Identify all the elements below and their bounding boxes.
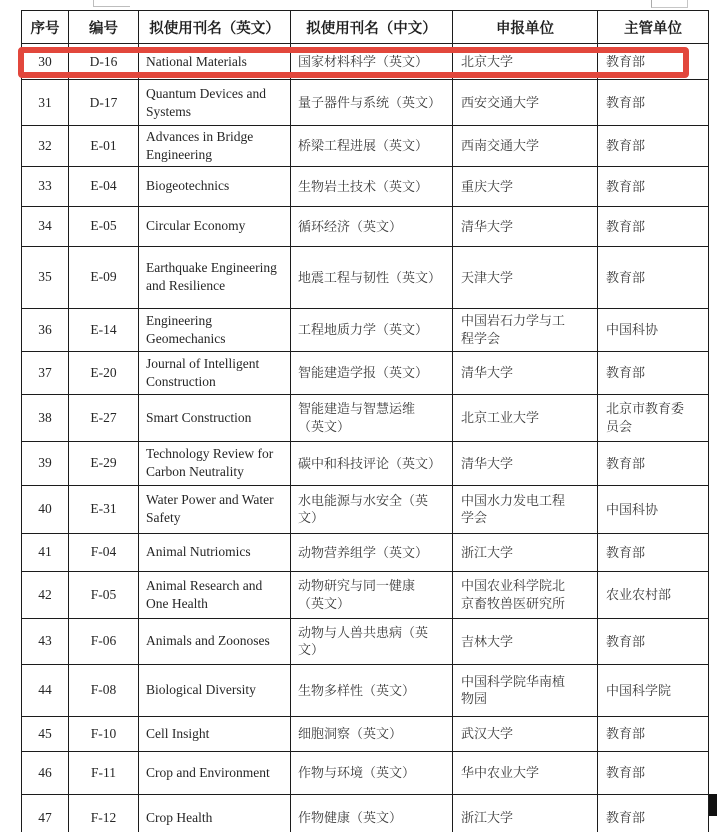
cell-title-en: Journal of Intelligent Construction — [139, 351, 291, 394]
cell-applicant: 西安交通大学 — [453, 80, 598, 126]
cell-supervisor: 教育部 — [598, 716, 709, 751]
cell-serial: 34 — [22, 206, 69, 246]
cell-code: E-01 — [69, 126, 139, 167]
cell-serial: 42 — [22, 571, 69, 618]
table-row — [22, 126, 709, 167]
cell-code: F-06 — [69, 618, 139, 664]
cell-code: D-16 — [69, 44, 139, 80]
cell-applicant: 武汉大学 — [453, 716, 598, 751]
cell-title-zh: 智能建造学报（英文） — [291, 351, 453, 394]
cell-supervisor: 教育部 — [598, 44, 709, 80]
table-row — [22, 308, 709, 351]
cell-title-en: Water Power and Water Safety — [139, 485, 291, 533]
cell-code: F-08 — [69, 664, 139, 716]
cell-applicant: 中国农业科学院北京畜牧兽医研究所 — [453, 571, 598, 618]
table-row — [22, 44, 709, 80]
table-row — [22, 794, 709, 832]
table-row — [22, 485, 709, 533]
cell-code: E-14 — [69, 308, 139, 351]
right-edge-marker — [709, 794, 717, 816]
cell-supervisor: 教育部 — [598, 80, 709, 126]
cell-title-zh: 地震工程与韧性（英文） — [291, 246, 453, 308]
cell-title-zh: 水电能源与水安全（英文） — [291, 485, 453, 533]
cell-serial: 31 — [22, 80, 69, 126]
column-header-title-zh: 拟使用刊名（中文） — [291, 11, 453, 44]
cell-supervisor: 教育部 — [598, 794, 709, 832]
table-header — [22, 11, 709, 44]
table-row — [22, 716, 709, 751]
cell-title-en: Crop Health — [139, 794, 291, 832]
cell-code: E-04 — [69, 166, 139, 206]
cell-applicant: 浙江大学 — [453, 533, 598, 571]
cell-serial: 40 — [22, 485, 69, 533]
cell-applicant: 重庆大学 — [453, 166, 598, 206]
cell-title-en: Animal Research and One Health — [139, 571, 291, 618]
cell-supervisor: 教育部 — [598, 246, 709, 308]
cell-title-en: Advances in Bridge Engineering — [139, 126, 291, 167]
cell-title-zh: 生物岩土技术（英文） — [291, 166, 453, 206]
cell-serial: 39 — [22, 441, 69, 485]
cell-title-en: Engineering Geomechanics — [139, 308, 291, 351]
cell-supervisor: 中国科学院 — [598, 664, 709, 716]
cell-serial: 36 — [22, 308, 69, 351]
cell-title-zh: 动物与人兽共患病（英文） — [291, 618, 453, 664]
cell-supervisor: 教育部 — [598, 751, 709, 794]
cell-title-zh: 作物健康（英文） — [291, 794, 453, 832]
table-body — [22, 44, 709, 832]
cell-title-en: Smart Construction — [139, 394, 291, 441]
cell-supervisor: 教育部 — [598, 126, 709, 167]
table-row — [22, 206, 709, 246]
cell-code: D-17 — [69, 80, 139, 126]
header-row — [22, 11, 709, 44]
table-row — [22, 571, 709, 618]
cell-serial: 46 — [22, 751, 69, 794]
cell-title-zh: 循环经济（英文） — [291, 206, 453, 246]
cell-serial: 38 — [22, 394, 69, 441]
cell-applicant: 北京大学 — [453, 44, 598, 80]
table-row — [22, 80, 709, 126]
cell-applicant: 天津大学 — [453, 246, 598, 308]
page-edge-artifact-left — [93, 0, 130, 7]
cell-serial: 37 — [22, 351, 69, 394]
cell-supervisor: 中国科协 — [598, 485, 709, 533]
cell-supervisor: 教育部 — [598, 166, 709, 206]
cell-title-zh: 细胞洞察（英文） — [291, 716, 453, 751]
table-row — [22, 351, 709, 394]
cell-supervisor: 教育部 — [598, 351, 709, 394]
cell-title-zh: 智能建造与智慧运维（英文） — [291, 394, 453, 441]
column-header-supervisor: 主管单位 — [598, 11, 709, 44]
table-row — [22, 751, 709, 794]
cell-code: E-09 — [69, 246, 139, 308]
cell-code: E-20 — [69, 351, 139, 394]
cell-serial: 30 — [22, 44, 69, 80]
cell-applicant: 西南交通大学 — [453, 126, 598, 167]
column-header-code: 编号 — [69, 11, 139, 44]
cell-title-en: Quantum Devices and Systems — [139, 80, 291, 126]
cell-serial: 33 — [22, 166, 69, 206]
cell-serial: 41 — [22, 533, 69, 571]
cell-supervisor: 北京市教育委员会 — [598, 394, 709, 441]
cell-title-en: Biological Diversity — [139, 664, 291, 716]
cell-serial: 47 — [22, 794, 69, 832]
cell-title-en: Animal Nutriomics — [139, 533, 291, 571]
cell-title-en: Cell Insight — [139, 716, 291, 751]
cell-supervisor: 农业农村部 — [598, 571, 709, 618]
cell-supervisor: 教育部 — [598, 441, 709, 485]
cell-title-zh: 碳中和科技评论（英文） — [291, 441, 453, 485]
cell-title-zh: 动物营养组学（英文） — [291, 533, 453, 571]
cell-title-en: Technology Review for Carbon Neutrality — [139, 441, 291, 485]
cell-code: E-05 — [69, 206, 139, 246]
cell-serial: 45 — [22, 716, 69, 751]
cell-code: E-31 — [69, 485, 139, 533]
cell-serial: 43 — [22, 618, 69, 664]
cell-code: F-10 — [69, 716, 139, 751]
cell-code: E-29 — [69, 441, 139, 485]
cell-code: F-12 — [69, 794, 139, 832]
journal-approval-table — [21, 10, 709, 832]
cell-title-en: Circular Economy — [139, 206, 291, 246]
cell-title-en: Earthquake Engineering and Resilience — [139, 246, 291, 308]
cell-title-zh: 桥梁工程进展（英文） — [291, 126, 453, 167]
cell-applicant: 中国水力发电工程学会 — [453, 485, 598, 533]
cell-title-en: Animals and Zoonoses — [139, 618, 291, 664]
cell-code: F-04 — [69, 533, 139, 571]
table-row — [22, 246, 709, 308]
cell-applicant: 中国岩石力学与工程学会 — [453, 308, 598, 351]
cell-serial: 44 — [22, 664, 69, 716]
table-row — [22, 441, 709, 485]
table-row — [22, 394, 709, 441]
cell-supervisor: 教育部 — [598, 206, 709, 246]
table-row — [22, 618, 709, 664]
table-row — [22, 533, 709, 571]
cell-applicant: 北京工业大学 — [453, 394, 598, 441]
cell-applicant: 华中农业大学 — [453, 751, 598, 794]
cell-serial: 32 — [22, 126, 69, 167]
table-row — [22, 664, 709, 716]
cell-code: F-11 — [69, 751, 139, 794]
table-row — [22, 166, 709, 206]
cell-title-zh: 量子器件与系统（英文） — [291, 80, 453, 126]
page-edge-artifact-right — [651, 0, 688, 8]
cell-title-en: Biogeotechnics — [139, 166, 291, 206]
cell-applicant: 吉林大学 — [453, 618, 598, 664]
column-header-applicant: 申报单位 — [453, 11, 598, 44]
column-header-title-en: 拟使用刊名（英文） — [139, 11, 291, 44]
cell-applicant: 清华大学 — [453, 441, 598, 485]
cell-title-zh: 动物研究与同一健康（英文） — [291, 571, 453, 618]
column-header-serial: 序号 — [22, 11, 69, 44]
cell-title-en: National Materials — [139, 44, 291, 80]
cell-applicant: 清华大学 — [453, 206, 598, 246]
cell-title-zh: 国家材料科学（英文） — [291, 44, 453, 80]
cell-supervisor: 中国科协 — [598, 308, 709, 351]
cell-code: E-27 — [69, 394, 139, 441]
cell-serial: 35 — [22, 246, 69, 308]
cell-applicant: 清华大学 — [453, 351, 598, 394]
cell-title-zh: 生物多样性（英文） — [291, 664, 453, 716]
cell-supervisor: 教育部 — [598, 618, 709, 664]
cell-title-en: Crop and Environment — [139, 751, 291, 794]
cell-applicant: 中国科学院华南植物园 — [453, 664, 598, 716]
cell-title-zh: 作物与环境（英文） — [291, 751, 453, 794]
cell-code: F-05 — [69, 571, 139, 618]
cell-title-zh: 工程地质力学（英文） — [291, 308, 453, 351]
cell-applicant: 浙江大学 — [453, 794, 598, 832]
cell-supervisor: 教育部 — [598, 533, 709, 571]
